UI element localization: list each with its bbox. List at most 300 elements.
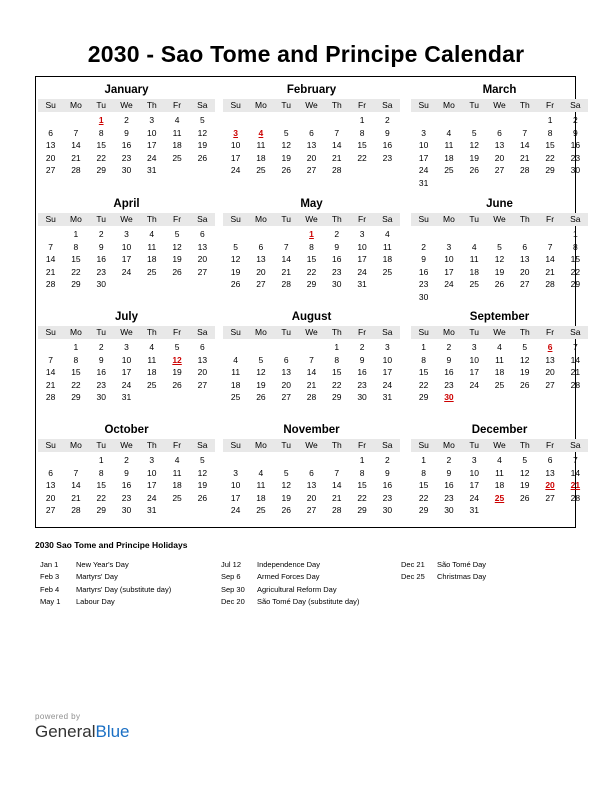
calendar-day: 29 [96, 505, 106, 516]
weekday-header [411, 326, 588, 339]
weekday-label: Tu [281, 214, 291, 224]
empty-cell [63, 114, 88, 127]
calendar-day: 7 [572, 455, 578, 465]
holiday-row [221, 596, 359, 608]
month-name: June [486, 198, 513, 210]
calendar-day: 29 [71, 279, 81, 290]
calendar-day: 19 [469, 152, 479, 163]
month-october [38, 422, 215, 517]
empty-cell [299, 454, 324, 467]
month-november [223, 422, 400, 517]
calendar-day: 27 [306, 505, 317, 516]
holiday-column [221, 559, 359, 608]
calendar-day: 11 [231, 367, 241, 378]
month-name: August [291, 311, 332, 323]
calendar-day: 18 [382, 254, 393, 265]
empty-cell [512, 228, 537, 241]
calendar-day: 31 [147, 165, 157, 176]
calendar-day: 13 [256, 254, 266, 265]
calendar-day: 16 [382, 140, 393, 151]
calendar-day: 1 [421, 455, 426, 465]
calendar-day: 2 [359, 342, 365, 352]
calendar-day: 30 [570, 165, 581, 176]
calendar-day: 24 [147, 492, 157, 503]
empty-cell [324, 114, 349, 127]
calendar-day: 10 [230, 140, 241, 151]
calendar-day: 29 [71, 392, 81, 403]
calendar-day: 23 [121, 152, 132, 163]
holiday-row [401, 571, 486, 583]
calendar-day: 22 [96, 492, 106, 503]
calendar-day: 21 [45, 379, 56, 390]
weekday-label: Mo [255, 327, 267, 337]
calendar-day: 12 [494, 254, 505, 265]
weekday-label: We [120, 100, 133, 110]
weekday-label: Sa [197, 214, 208, 224]
calendar-day: 15 [545, 140, 555, 151]
holiday-row [40, 559, 171, 571]
calendar-day: 15 [71, 367, 81, 378]
calendar-day: 5 [258, 354, 264, 365]
calendar-day: 25 [444, 165, 454, 176]
empty-cell [512, 114, 537, 127]
calendar-day: 7 [73, 467, 79, 478]
calendar-day: 15 [570, 254, 581, 265]
calendar-day: 3 [233, 467, 238, 478]
calendar-day: 2 [124, 455, 129, 465]
day-grid [38, 114, 215, 177]
calendar-day: 3 [149, 115, 155, 125]
calendar-day: 17 [469, 367, 479, 378]
calendar-day: 20 [45, 492, 56, 503]
calendar-day: 4 [497, 342, 502, 352]
holidays-title: 2030 Sao Tome and Principe Holidays [35, 540, 188, 550]
calendar-day: 10 [444, 254, 454, 265]
weekday-header [411, 213, 588, 226]
calendar-day: 27 [520, 279, 530, 290]
weekday-label: Th [519, 440, 530, 450]
weekday-label: Tu [469, 214, 479, 224]
calendar-day: 9 [334, 241, 340, 252]
calendar-day: 30 [121, 165, 132, 176]
weekday-label: Tu [281, 440, 291, 450]
month-name: December [471, 424, 528, 436]
footer [35, 712, 130, 742]
calendar-day: 26 [469, 165, 479, 176]
calendar-day: 5 [199, 455, 205, 465]
calendar-day: 11 [495, 354, 504, 365]
calendar-day: 22 [545, 152, 555, 163]
calendar-day: 30 [444, 505, 454, 516]
month-name: May [300, 198, 323, 210]
weekday-label: Mo [443, 214, 455, 224]
calendar-day: 17 [147, 140, 157, 151]
weekday-label: Fr [173, 214, 182, 224]
holiday-date: Dec 25 [401, 572, 425, 582]
empty-cell [462, 114, 487, 127]
calendar-day: 1 [98, 455, 104, 465]
calendar-day: 19 [230, 266, 241, 277]
calendar-day: 2 [98, 342, 104, 352]
weekday-label: Tu [96, 440, 106, 450]
holiday-row [40, 596, 171, 608]
weekday-label: Th [146, 440, 157, 450]
holiday-day: 12 [172, 354, 182, 365]
calendar-day: 29 [96, 165, 106, 176]
calendar-day: 10 [121, 241, 132, 252]
calendar-day: 17 [444, 266, 454, 277]
weekday-label: Fr [546, 440, 555, 450]
calendar-day: 9 [98, 241, 104, 252]
calendar-day: 8 [359, 127, 365, 138]
calendar-day: 8 [421, 354, 426, 365]
holiday-row [221, 559, 359, 571]
holiday-date: Jan 1 [40, 560, 59, 569]
calendar-day: 16 [570, 140, 581, 151]
calendar-day: 1 [547, 115, 553, 125]
calendar-day: 14 [520, 140, 530, 151]
calendar-day: 23 [382, 492, 393, 503]
empty-cell [223, 114, 248, 127]
month-july [38, 309, 215, 404]
calendar-day: 26 [230, 279, 241, 290]
calendar-day: 10 [357, 241, 367, 252]
calendar-day: 30 [418, 291, 429, 302]
month-name: September [469, 311, 530, 323]
holiday-name: Armed Forces Day [257, 572, 320, 582]
calendar-day: 22 [306, 266, 317, 277]
calendar-day: 14 [45, 367, 56, 378]
calendar-day: 12 [256, 367, 266, 378]
calendar-day: 28 [306, 392, 317, 403]
day-grid [38, 454, 215, 517]
calendar-day: 19 [172, 254, 182, 265]
calendar-day: 22 [332, 379, 342, 390]
calendar-day: 12 [520, 354, 530, 365]
weekday-label: Mo [255, 440, 267, 450]
calendar-day: 28 [545, 279, 555, 290]
calendar-day: 31 [357, 279, 367, 290]
weekday-label: Su [230, 327, 241, 337]
calendar-day: 4 [149, 342, 155, 352]
calendar-day: 6 [522, 241, 528, 252]
day-grid [38, 341, 215, 404]
day-grid [411, 341, 588, 404]
calendar-day: 17 [147, 480, 157, 491]
weekday-label: Sa [382, 214, 393, 224]
holiday-day: 6 [547, 342, 553, 352]
calendar-day: 25 [230, 392, 241, 403]
calendar-day: 18 [256, 492, 266, 503]
calendar-day: 13 [545, 354, 555, 365]
calendar-day: 27 [45, 165, 56, 176]
weekday-label: Sa [570, 214, 581, 224]
calendar-day: 13 [494, 140, 505, 151]
calendar-day: 10 [121, 354, 132, 365]
weekday-label: Su [45, 100, 56, 110]
calendar-day: 23 [418, 279, 429, 290]
weekday-header [38, 213, 215, 226]
calendar-day: 16 [444, 480, 454, 491]
calendar-day: 27 [494, 165, 505, 176]
calendar-day: 11 [382, 241, 392, 252]
calendar-day: 15 [332, 367, 342, 378]
weekday-label: Fr [173, 327, 182, 337]
calendar-day: 4 [446, 127, 452, 138]
calendar-day: 13 [45, 480, 56, 491]
weekday-label: Tu [281, 100, 291, 110]
calendar-day: 20 [306, 152, 317, 163]
holiday-day: 21 [570, 480, 581, 491]
day-grid [411, 228, 588, 304]
calendar-day: 8 [572, 241, 578, 252]
calendar-day: 22 [71, 379, 81, 390]
holiday-name: Martyrs' Day (substitute day) [76, 584, 172, 594]
calendar-day: 16 [332, 254, 342, 265]
calendar-day: 30 [96, 279, 106, 290]
empty-cell [223, 341, 248, 354]
holiday-date: Sep 30 [221, 584, 245, 594]
weekday-label: Tu [469, 327, 479, 337]
day-grid [223, 114, 400, 177]
empty-cell [223, 454, 248, 467]
weekday-label: Tu [96, 100, 106, 110]
weekday-label: Sa [382, 440, 393, 450]
weekday-label: We [493, 440, 506, 450]
calendar-day: 30 [121, 505, 132, 516]
holiday-date: May 1 [40, 596, 61, 606]
calendar-day: 7 [48, 354, 53, 365]
calendar-day: 26 [520, 492, 530, 503]
calendar-day: 7 [334, 127, 340, 138]
calendar-day: 18 [444, 152, 454, 163]
weekday-label: Tu [96, 327, 106, 337]
calendar-day: 8 [547, 127, 553, 138]
weekday-label: Sa [382, 327, 393, 337]
calendar-day: 20 [256, 266, 266, 277]
weekday-label: Tu [469, 440, 479, 450]
calendar-day: 16 [121, 480, 132, 491]
calendar-day: 1 [572, 229, 578, 239]
weekday-label: Th [146, 214, 157, 224]
calendar-day: 14 [570, 354, 581, 365]
holiday-day: 3 [233, 127, 238, 138]
holiday-name: Agricultural Reform Day [257, 584, 337, 594]
calendar-day: 9 [98, 354, 104, 365]
weekday-label: Th [519, 100, 530, 110]
empty-cell [487, 228, 512, 241]
calendar-day: 31 [469, 505, 479, 516]
calendar-day: 12 [281, 140, 291, 151]
calendar-day: 30 [357, 392, 367, 403]
calendar-day: 20 [545, 367, 555, 378]
calendar-day: 2 [384, 115, 390, 125]
holiday-date: Jul 12 [221, 560, 242, 569]
calendar-day: 29 [418, 392, 429, 403]
month-name: November [283, 424, 340, 436]
holiday-day: 1 [98, 115, 104, 125]
calendar-day: 16 [444, 367, 454, 378]
calendar-day: 26 [281, 505, 291, 516]
calendar-day: 14 [545, 254, 555, 265]
calendar-day: 25 [147, 266, 157, 277]
calendar-day: 5 [497, 241, 502, 252]
calendar-day: 15 [418, 480, 429, 491]
calendar-day: 25 [147, 379, 157, 390]
calendar-day: 7 [547, 241, 553, 252]
calendar-day: 24 [147, 152, 157, 163]
calendar-day: 5 [199, 115, 205, 125]
calendar-day: 28 [570, 492, 581, 503]
calendar-day: 28 [281, 279, 291, 290]
weekday-label: Mo [70, 440, 82, 450]
weekday-label: Fr [546, 100, 555, 110]
calendar-day: 2 [124, 115, 129, 125]
holiday-date: Feb 4 [40, 584, 60, 594]
calendar-day: 7 [309, 354, 314, 365]
calendar-day: 13 [545, 467, 555, 478]
calendar-day: 26 [256, 392, 266, 403]
calendar-day: 29 [332, 392, 342, 403]
weekday-header [411, 439, 588, 452]
month-august [223, 309, 400, 404]
weekday-header [38, 326, 215, 339]
empty-cell [462, 228, 487, 241]
weekday-label: Su [418, 214, 429, 224]
calendar-day: 22 [357, 492, 367, 503]
calendar-day: 24 [121, 379, 132, 390]
weekday-label: We [120, 327, 133, 337]
weekday-label: Mo [443, 327, 455, 337]
month-name: January [104, 84, 149, 96]
generalblue-logo[interactable] [35, 722, 130, 742]
calendar-day: 3 [359, 229, 365, 239]
calendar-day: 28 [45, 279, 56, 290]
calendar-day: 15 [357, 140, 367, 151]
calendar-day: 15 [71, 254, 81, 265]
calendar-day: 26 [172, 266, 182, 277]
calendar-day: 17 [469, 480, 479, 491]
holiday-day: 20 [545, 480, 555, 491]
calendar-day: 23 [96, 266, 106, 277]
brand-general: General [35, 722, 96, 741]
empty-cell [299, 341, 324, 354]
empty-cell [248, 454, 273, 467]
calendar-day: 20 [197, 254, 208, 265]
weekday-label: We [305, 100, 318, 110]
calendar-day: 28 [45, 392, 56, 403]
calendar-day: 18 [147, 367, 157, 378]
calendar-day: 4 [149, 229, 155, 239]
calendar-day: 2 [98, 229, 104, 239]
empty-cell [248, 341, 273, 354]
calendar-day: 1 [334, 342, 340, 352]
calendar-day: 27 [545, 492, 555, 503]
calendar-day: 3 [421, 127, 426, 138]
calendar-day: 12 [520, 467, 530, 478]
empty-cell [248, 228, 273, 241]
calendar-day: 22 [96, 152, 106, 163]
calendar-day: 26 [197, 492, 208, 503]
day-grid [223, 228, 400, 291]
calendar-day: 7 [73, 127, 79, 138]
calendar-day: 10 [469, 467, 479, 478]
weekday-label: We [120, 214, 133, 224]
calendar-day: 23 [444, 379, 454, 390]
calendar-day: 10 [147, 127, 157, 138]
weekday-label: Sa [197, 327, 208, 337]
holiday-day: 4 [258, 127, 264, 138]
calendar-day: 11 [256, 480, 266, 491]
calendar-day: 15 [306, 254, 317, 265]
calendar-day: 23 [121, 492, 132, 503]
calendar-day: 2 [446, 455, 452, 465]
calendar-day: 8 [309, 241, 314, 252]
calendar-day: 30 [96, 392, 106, 403]
calendar-day: 28 [71, 505, 81, 516]
calendar-day: 27 [45, 505, 56, 516]
weekday-header [223, 213, 400, 226]
calendar-day: 11 [147, 241, 157, 252]
calendar-day: 23 [382, 152, 393, 163]
calendar-day: 23 [357, 379, 367, 390]
calendar-day: 12 [172, 241, 182, 252]
calendar-day: 24 [357, 266, 367, 277]
calendar-day: 22 [418, 492, 429, 503]
calendar-day: 21 [71, 152, 81, 163]
calendar-day: 14 [71, 140, 81, 151]
calendar-day: 6 [48, 127, 53, 138]
calendar-day: 26 [520, 379, 530, 390]
calendar-day: 6 [547, 455, 553, 465]
weekday-header [223, 326, 400, 339]
calendar-day: 13 [197, 354, 208, 365]
calendar-day: 11 [172, 127, 182, 138]
calendar-day: 31 [418, 177, 429, 188]
calendar-day: 8 [334, 354, 340, 365]
month-name: March [482, 84, 517, 96]
calendar-day: 8 [73, 354, 79, 365]
calendar-day: 14 [71, 480, 81, 491]
day-grid [38, 228, 215, 291]
calendar-day: 7 [283, 241, 289, 252]
weekday-label: Mo [443, 440, 455, 450]
calendar-day: 4 [497, 455, 502, 465]
calendar-day: 2 [572, 115, 578, 125]
holiday-row [401, 559, 486, 571]
calendar-day: 28 [570, 379, 581, 390]
calendar-day: 13 [520, 254, 530, 265]
calendar-day: 11 [469, 254, 479, 265]
calendar-day: 22 [71, 266, 81, 277]
calendar-day: 8 [98, 467, 104, 478]
weekday-label: Th [331, 100, 342, 110]
empty-cell [38, 114, 63, 127]
weekday-label: Tu [281, 327, 291, 337]
month-april [38, 196, 215, 291]
calendar-day: 4 [233, 354, 238, 365]
calendar-day: 6 [283, 354, 289, 365]
calendar-day: 10 [230, 480, 241, 491]
calendar-day: 3 [471, 455, 477, 465]
calendar-day: 28 [332, 505, 342, 516]
calendar-day: 27 [197, 379, 208, 390]
holiday-row [221, 571, 359, 583]
calendar-day: 21 [281, 266, 291, 277]
calendar-day: 17 [121, 254, 132, 265]
calendar-day: 19 [197, 480, 208, 491]
weekday-label: Sa [570, 440, 581, 450]
